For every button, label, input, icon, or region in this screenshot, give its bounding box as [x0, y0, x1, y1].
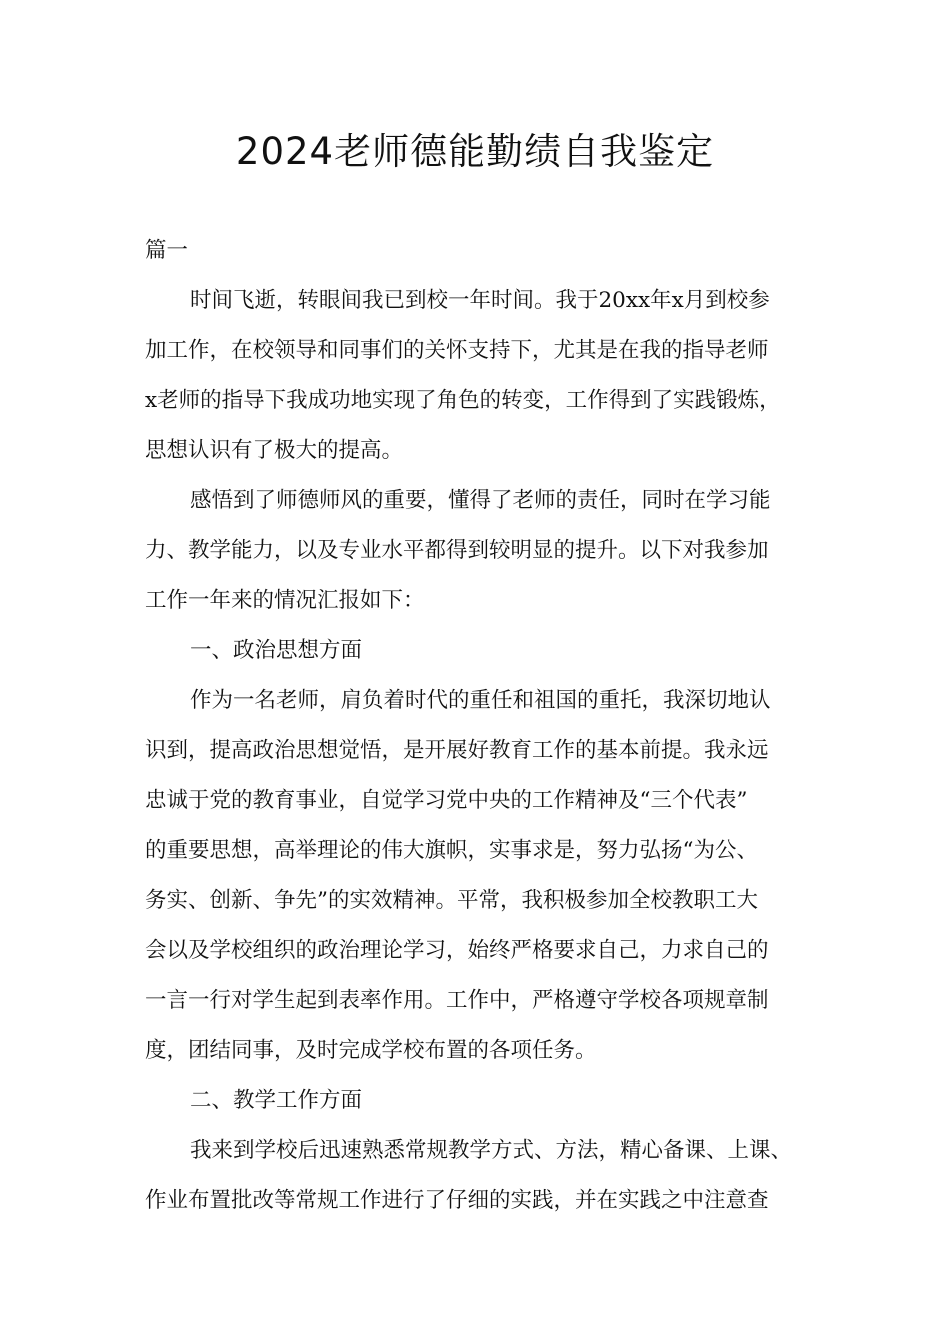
paragraph-line: 作为一名老师，肩负着时代的重任和祖国的重托，我深切地认 [190, 688, 771, 713]
paragraph-line: 感悟到了师德师风的重要，懂得了老师的责任，同时在学习能 [190, 488, 771, 513]
section-label: 篇一 [145, 238, 189, 263]
paragraph-line: 思想认识有了极大的提高。 [145, 438, 404, 463]
paragraph-line: 时间飞逝，转眼间我已到校一年时间。我于20xx年x月到校参 [190, 288, 770, 313]
paragraph-line: 加工作，在校领导和同事们的关怀支持下，尤其是在我的指导老师 [145, 338, 769, 363]
paragraph-line: 力、教学能力，以及专业水平都得到较明显的提升。以下对我参加 [145, 538, 769, 563]
section-heading: 一、政治思想方面 [190, 638, 363, 663]
paragraph-line: 我来到学校后迅速熟悉常规教学方式、方法，精心备课、上课、 [190, 1138, 793, 1163]
paragraph-line: 务实、创新、争先”的实效精神。平常，我积极参加全校教职工大 [145, 888, 758, 913]
paragraph-line: 忠诚于党的教育事业，自觉学习党中央的工作精神及“三个代表” [145, 788, 748, 813]
paragraph-line: 的重要思想，高举理论的伟大旗帜，实事求是，努力弘扬“为公、 [145, 838, 758, 863]
paragraph-line: x老师的指导下我成功地实现了角色的转变，工作得到了实践锻炼， [145, 388, 781, 413]
paragraph-line: 会以及学校组织的政治理论学习，始终严格要求自己，力求自己的 [145, 938, 769, 963]
paragraph-line: 度，团结同事，及时完成学校布置的各项任务。 [145, 1038, 597, 1063]
paragraph-line: 一言一行对学生起到表率作用。工作中，严格遵守学校各项规章制 [145, 988, 769, 1013]
document-body [145, 226, 813, 1226]
document-title: 2024老师德能勤绩自我鉴定 [235, 130, 715, 173]
paragraph-line: 工作一年来的情况汇报如下： [145, 588, 425, 613]
paragraph-line: 作业布置批改等常规工作进行了仔细的实践，并在实践之中注意查 [145, 1188, 769, 1213]
section-heading: 二、教学工作方面 [190, 1088, 363, 1113]
paragraph-line: 识到，提高政治思想觉悟，是开展好教育工作的基本前提。我永远 [145, 738, 769, 763]
